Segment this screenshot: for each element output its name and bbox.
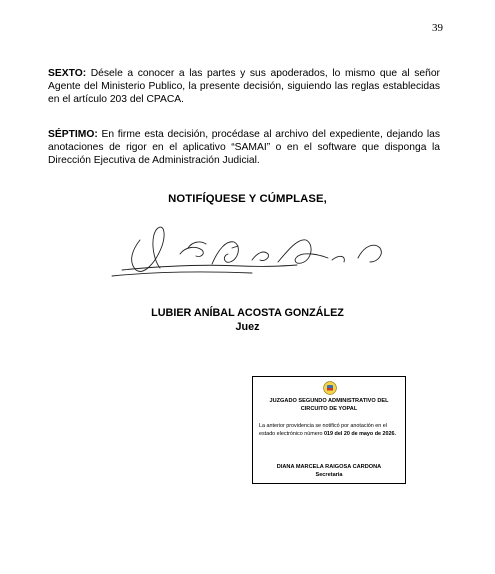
- stamp-notice-date: 20 de mayo de 2026.: [343, 431, 396, 437]
- handwritten-signature: [92, 210, 412, 290]
- notification-stamp: [252, 376, 406, 484]
- resolution-sexto: [48, 67, 440, 106]
- stamp-notice-number: 019: [324, 431, 334, 437]
- stamp-notice-prefix: La anterior providencia se notificó por anotación en el estado electrónico número: [259, 423, 387, 437]
- stamp-court-line2: CIRCUITO DE YOPAL: [300, 406, 358, 412]
- signer-name: LUBIER ANÍBAL ACOSTA GONZÁLEZ: [151, 307, 344, 319]
- stamp-court-line1: JUZGADO SEGUNDO ADMINISTRATIVO DEL: [269, 398, 389, 404]
- sexto-label: SEXTO:: [48, 68, 87, 79]
- stamp-notice-mid: del: [334, 431, 343, 437]
- stamp-secretary-name: DIANA MARCELA RAIGOSA CARDONA: [276, 464, 382, 470]
- signer-role: Juez: [235, 321, 260, 333]
- sexto-text: Désele a conocer a las partes y sus apoderados, lo mismo que al señor Agente del Ministerio Publico, la presente decisión, siguiendo las reglas establecidas en el artículo 203 del CPACA.: [48, 68, 440, 105]
- resolution-septimo: [48, 128, 440, 167]
- court-seal-icon: [323, 381, 337, 395]
- stamp-secretary-role: Secretaria: [315, 472, 343, 478]
- closing-formula: NOTIFÍQUESE Y CÚMPLASE,: [168, 193, 327, 205]
- septimo-label: SÉPTIMO:: [48, 129, 98, 140]
- stamp-notice: [259, 422, 399, 438]
- page-number: 39: [432, 22, 443, 34]
- stamp-court-name: [257, 397, 401, 413]
- septimo-text: En firme esta decisión, procédase al archivo del expediente, dejando las anotaciones de rigor en el aplicativo “SAMAI” o en el software que disponga la Dirección Ejecutiva de Administración Judicial.: [48, 129, 440, 166]
